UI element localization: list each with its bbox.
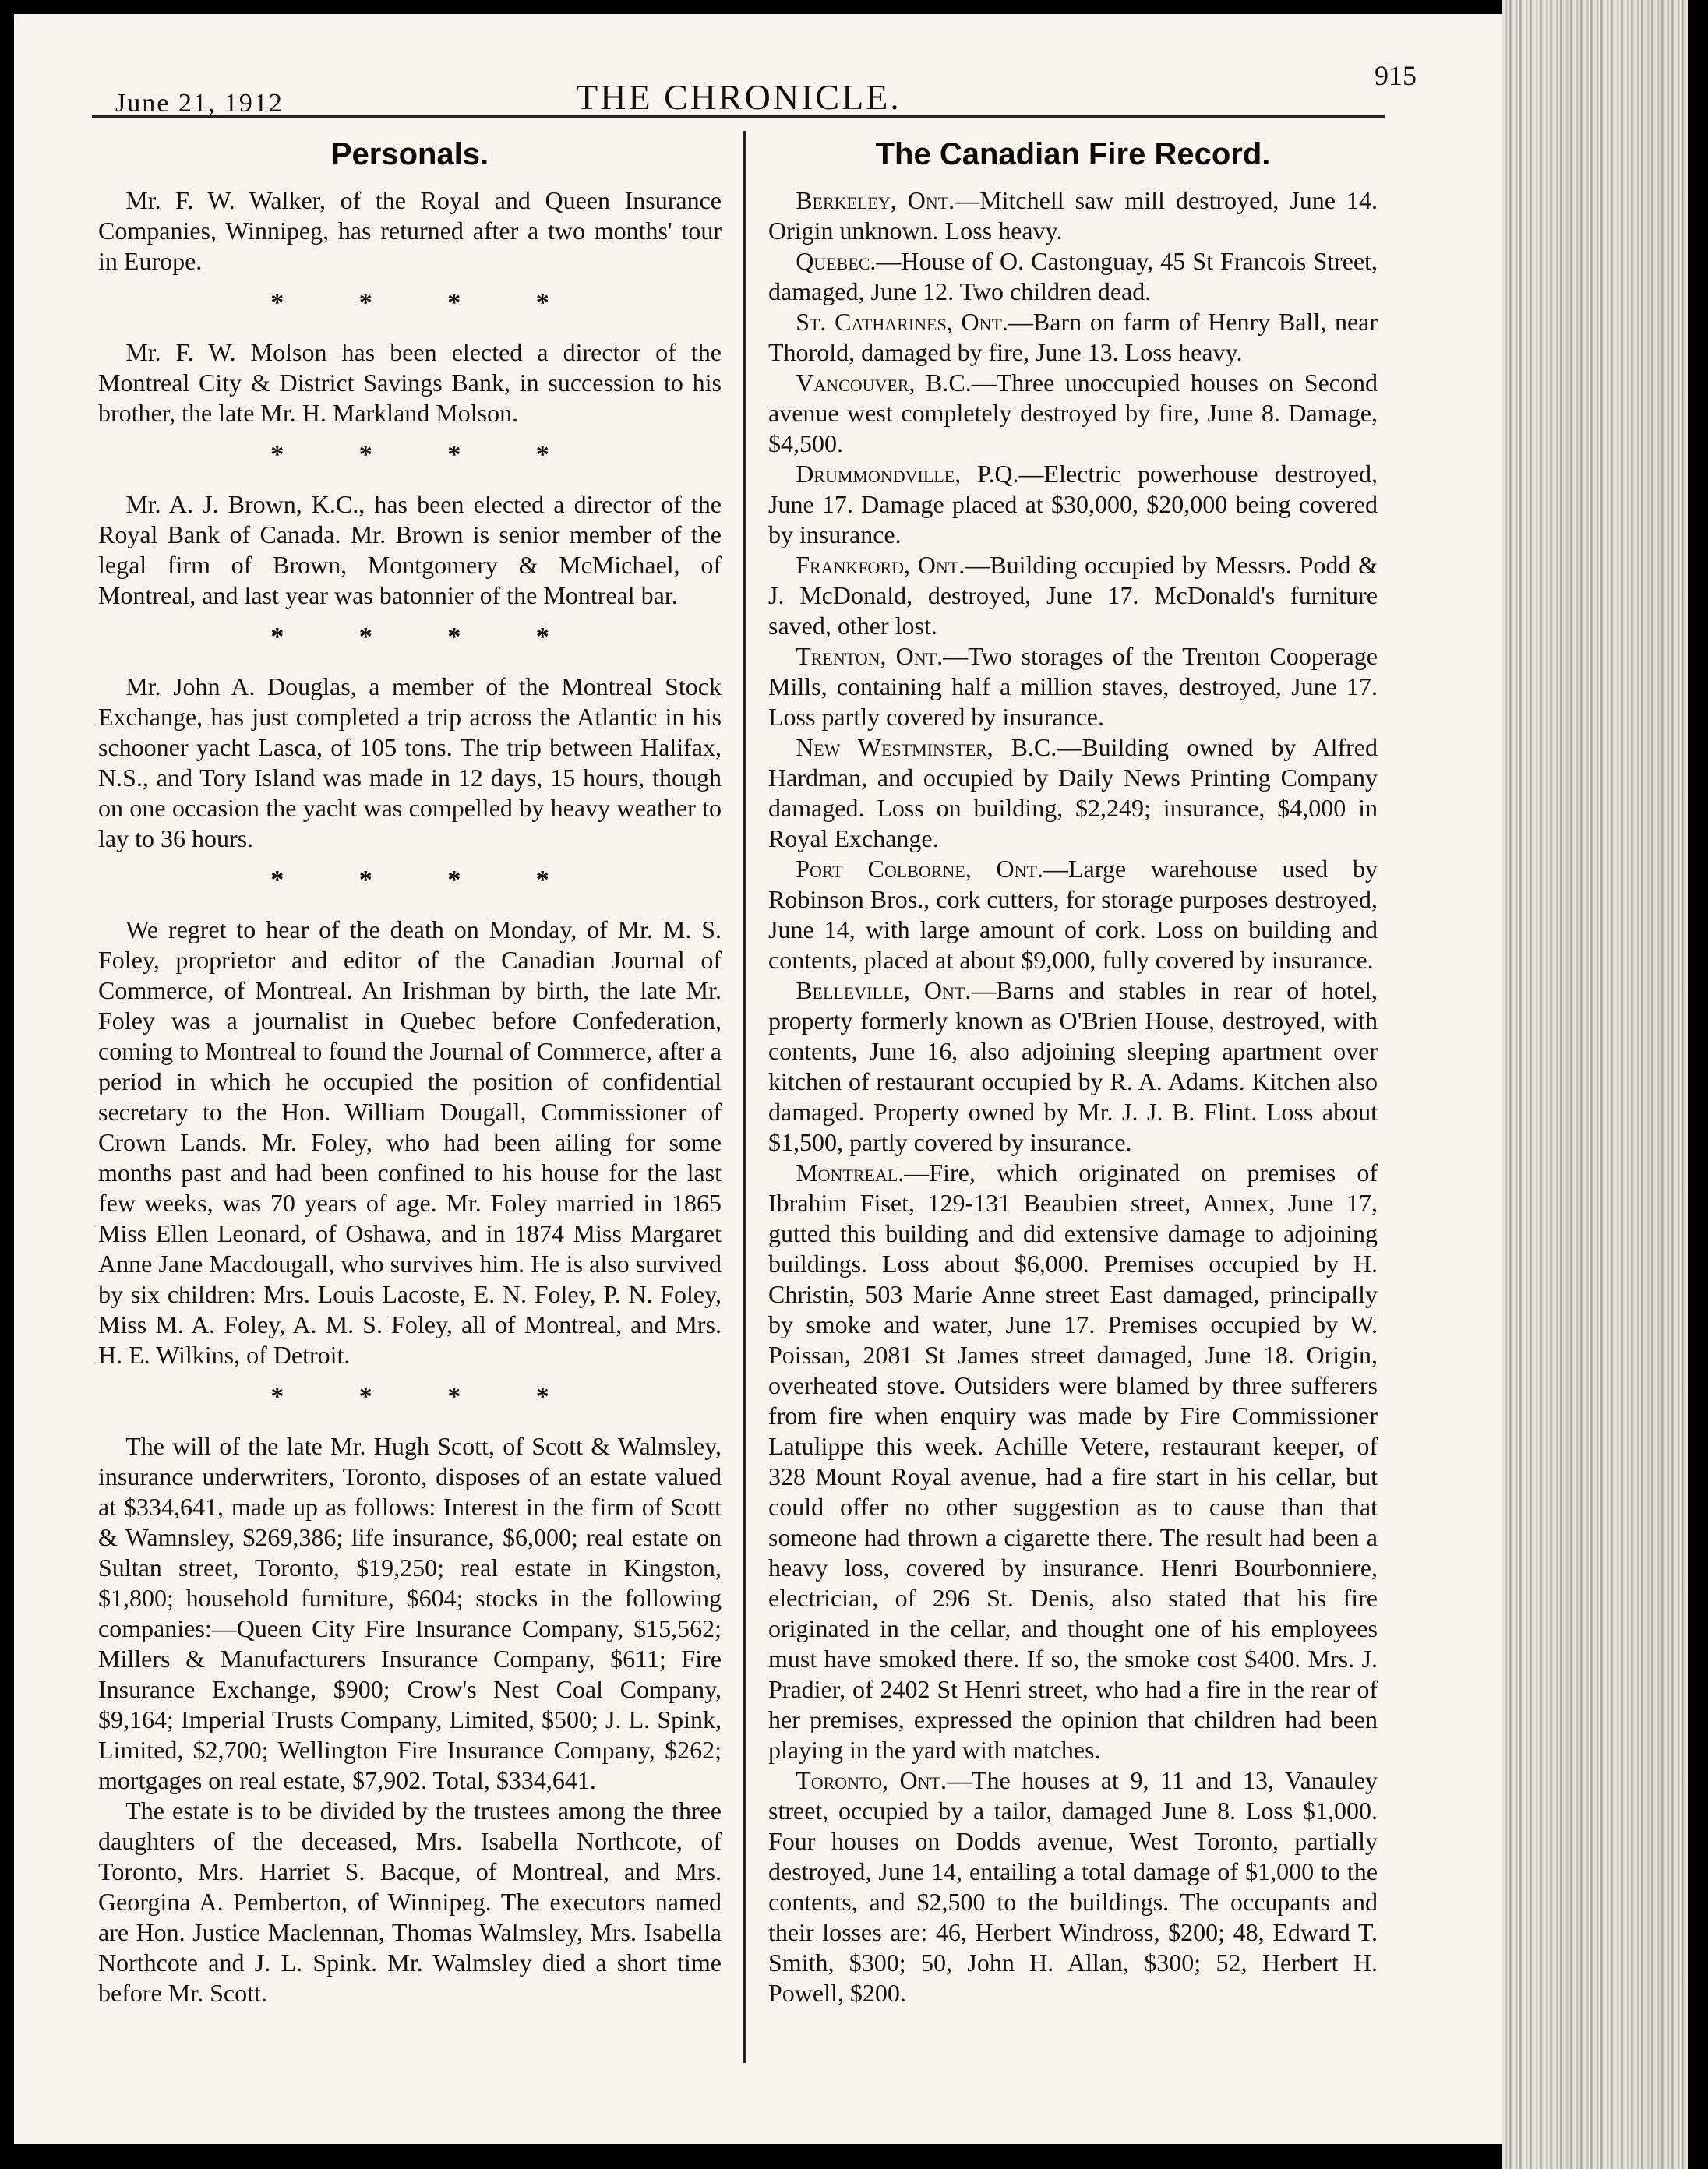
personal-item: We regret to hear of the death on Monday, of Mr. M. S. Foley, proprietor and editor of the Canadian Journal of Commerce, of Montreal. An Irishman by birth, the late Mr. Foley was a journalist in Quebec before Confederation, coming to Montreal to found the Journal of Commerce, after a period in which he occupied the position of confidential secretary to the Hon. William Dougall, Commissioner of Crown Lands. Mr. Foley, who had been ailing for some months past and had been confined to his house for the last few weeks, was 70 years of age. Mr. Foley married in 1865 Miss Ellen Leonard, of Oshawa, and in 1874 Miss Margaret Anne Jane Macdougall, who survives him. He is also survived by six children: Mrs. Louis Lacoste, E. N. Foley, P. N. Foley, Miss M. A. Foley, A. M. S. Foley, all of Montreal, and Mrs. H. E. Wilkins, of Detroit. [98, 915, 722, 1369]
fire-entry-text: —Barn on farm of Henry Ball, near Thorold, damaged by fire, June 13. Loss heavy. [768, 308, 1378, 366]
fire-entry-place: Vancouver, B.C. [796, 369, 972, 397]
fire-entry-text: —Barns and stables in rear of hotel, property formerly known as O'Brien House, destroyed, with contents, June 16, also adjoining sleeping apartment over kitchen of restaurant occupied by R. A. Adams. Kitchen also damaged. Property owned by Mr. J. J. B. Flint. Loss about $1,500, partly covered by insurance. [768, 976, 1378, 1156]
fire-entry [768, 185, 1378, 246]
fire-entry [768, 368, 1378, 459]
fire-entry-place: Trenton, Ont. [796, 642, 944, 670]
bound-page-edges [1502, 0, 1708, 2169]
fire-entry [768, 307, 1378, 368]
section-separator: * * * * [270, 1382, 584, 1411]
fire-entry-text: —Fire, which originated on premises of Ibrahim Fiset, 129-131 Beaubien street, Annex, June 17, gutted this building and did extensive damage to adjoining buildings. Loss about $6,000. Premises occupied by H. Christin, 503 Marie Anne street East damaged, principally by smoke and water, June 17. Premises occupied by W. Poissan, 2081 St James street damaged, June 18. Origin, overheated stove. Outsiders were blamed by three sufferers from fire when enquiry was made by Fire Commissioner Latulippe this week. Achille Vetere, restaurant keeper, of 328 Mount Royal avenue, had a fire start in his cellar, but could offer no other suggestion as to cause than that someone had thrown a cigarette there. The result had been a heavy loss, covered by insurance. Henri Bourbonniere, electrician, of 296 St. Denis, also stated that his fire originated in the cellar, and thought one of his employees must have smoked there. If so, the smoke cost $400. Mrs. J. Pradier, of 2402 St Henri street, who had a fire in the rear of her premises, expressed the opinion that children had been playing in the yard with matches. [768, 1159, 1378, 1764]
fire-entry-place: Belleville, Ont. [796, 976, 972, 1004]
fire-entry-place: Toronto, Ont. [796, 1766, 947, 1794]
section-separator: * * * * [270, 288, 584, 317]
fire-entry-text: —The houses at 9, 11 and 13, Vanauley street, occupied by a tailor, damaged June 8. Loss $1,000. Four houses on Dodds avenue, West Toronto, partially destroyed, June 14, entailing a total damage of $1,000 to the contents, and $2,500 to the buildings. The occupants and their losses are: 46, Herbert Windross, $200; 48, Edward T. Smith, $300; 50, John H. Allan, $300; 52, Herbert H. Powell, $200. [768, 1766, 1378, 2007]
personal-item: Mr. F. W. Molson has been elected a director of the Montreal City & District Savings Bank, in succession to his brother, the late Mr. H. Markland Molson. [98, 338, 722, 427]
personal-item: Mr. F. W. Walker, of the Royal and Queen Insurance Companies, Winnipeg, has returned after a two months' tour in Europe. [98, 186, 722, 275]
fire-entry [768, 459, 1378, 550]
personal-item: The will of the late Mr. Hugh Scott, of Scott & Walmsley, insurance underwriters, Toronto, disposes of an estate valued at $334,641, made up as follows: Interest in the firm of Scott & Wamnsley, $269,386; life insurance, $6,000; real estate on Sultan street, Toronto, $19,250; real estate in Kingston, $1,800; household furniture, $604; stocks in the following companies:—Queen City Fire Insurance Company, $15,562; Millers & Manufacturers Insurance Company, $611; Fire Insurance Exchange, $900; Crow's Nest Coal Company, $9,164; Imperial Trusts Company, Limited, $500; J. L. Spink, Limited, $2,700; Wellington Fire Insurance Company, $262; mortgages on real estate, $7,902. Total, $334,641. [98, 1432, 722, 1794]
column-divider [743, 131, 746, 2063]
personals-column [98, 131, 722, 2079]
page-number: 915 [1375, 60, 1417, 91]
fire-entry-place: Frankford, Ont. [796, 551, 965, 579]
fire-entry-place: Montreal. [796, 1159, 905, 1187]
fire-entry-text: —Building owned by Alfred Hardman, and occupied by Daily News Printing Company damaged. Loss on building, $2,249; insurance, $4,000 in Royal Exchange. [768, 733, 1378, 852]
personal-item: Mr. A. J. Brown, K.C., has been elected a director of the Royal Bank of Canada. Mr. Brown is senior member of the legal firm of Brown, Montgomery & McMichael, of Montreal, and last year was batonnier of the Montreal bar. [98, 490, 722, 609]
fire-entry-text: —Mitchell saw mill destroyed, June 14. Origin unknown. Loss heavy. [768, 186, 1378, 245]
fire-entry-text: —Building occupied by Messrs. Podd & J. McDonald, destroyed, June 17. McDonald's furniture saved, other lost. [768, 551, 1378, 640]
fire-entry [768, 1765, 1378, 2009]
fire-entry-text: —Large warehouse used by Robinson Bros., cork cutters, for storage purposes destroyed, June 14, with large amount of cork. Loss on building and contents, placed at about $9,000, fully covered by insurance. [768, 855, 1378, 974]
fire-entry-text: —House of O. Castonguay, 45 St Francois Street, damaged, June 12. Two children dead. [768, 247, 1378, 305]
fire-entry [768, 732, 1378, 854]
fire-entry [768, 641, 1378, 732]
fire-entry-place: Quebec. [796, 247, 877, 275]
fire-entry-place: New Westminster, B.C. [796, 733, 1057, 761]
section-separator: * * * * [270, 622, 584, 651]
section-separator: * * * * [270, 440, 584, 469]
fire-entry-place: Port Colborne, Ont. [796, 855, 1043, 883]
fire-entry-text: —Two storages of the Trenton Cooperage Mills, containing half a million staves, destroyed, June 17. Loss partly covered by insurance. [768, 642, 1378, 731]
fire-entry [768, 246, 1378, 307]
fire-entry-text: —Electric powerhouse destroyed, June 17. Damage placed at $30,000, $20,000 being covered by insurance. [768, 460, 1378, 548]
fire-record-heading: The Canadian Fire Record. [875, 137, 1271, 171]
fire-entry [768, 975, 1378, 1158]
personal-item: Mr. John A. Douglas, a member of the Montreal Stock Exchange, has just completed a trip across the Atlantic in his schooner yacht Lasca, of 105 tons. The trip between Halifax, N.S., and Tory Island was made in 12 days, 15 hours, though on one occasion the yacht was compelled by heavy weather to lay to 36 hours. [98, 672, 722, 852]
fire-entry [768, 854, 1378, 975]
fire-entry-place: Drummondville, P.Q. [796, 460, 1019, 488]
fire-record-column [768, 131, 1378, 2079]
fire-entry-place: Berkeley, Ont. [796, 186, 955, 214]
fire-entry [768, 1158, 1378, 1765]
personals-heading: Personals. [330, 137, 489, 171]
page-header [92, 53, 1417, 118]
section-separator: * * * * [270, 866, 584, 894]
issue-date: June 21, 1912 [115, 89, 284, 118]
fire-entry [768, 550, 1378, 641]
newspaper-page [14, 14, 1502, 2144]
fire-entry-place: St. Catharines, Ont. [796, 308, 1008, 336]
fire-entry-text: —Three unoccupied houses on Second avenue west completely destroyed by fire, June 8. Damage, $4,500. [768, 369, 1378, 457]
publication-title: THE CHRONICLE. [576, 77, 902, 117]
personal-item: The estate is to be divided by the trustees among the three daughters of the deceased, Mrs. Isabella Northcote, of Toronto, Mrs. Harriet S. Bacque, of Montreal, and Mrs. Georgina A. Pemberton, of Winnipeg. The executors named are Hon. Justice Maclennan, Thomas Walmsley, Mrs. Isabella Northcote and J. L. Spink. Mr. Walmsley died a short time before Mr. Scott. [98, 1797, 722, 2007]
